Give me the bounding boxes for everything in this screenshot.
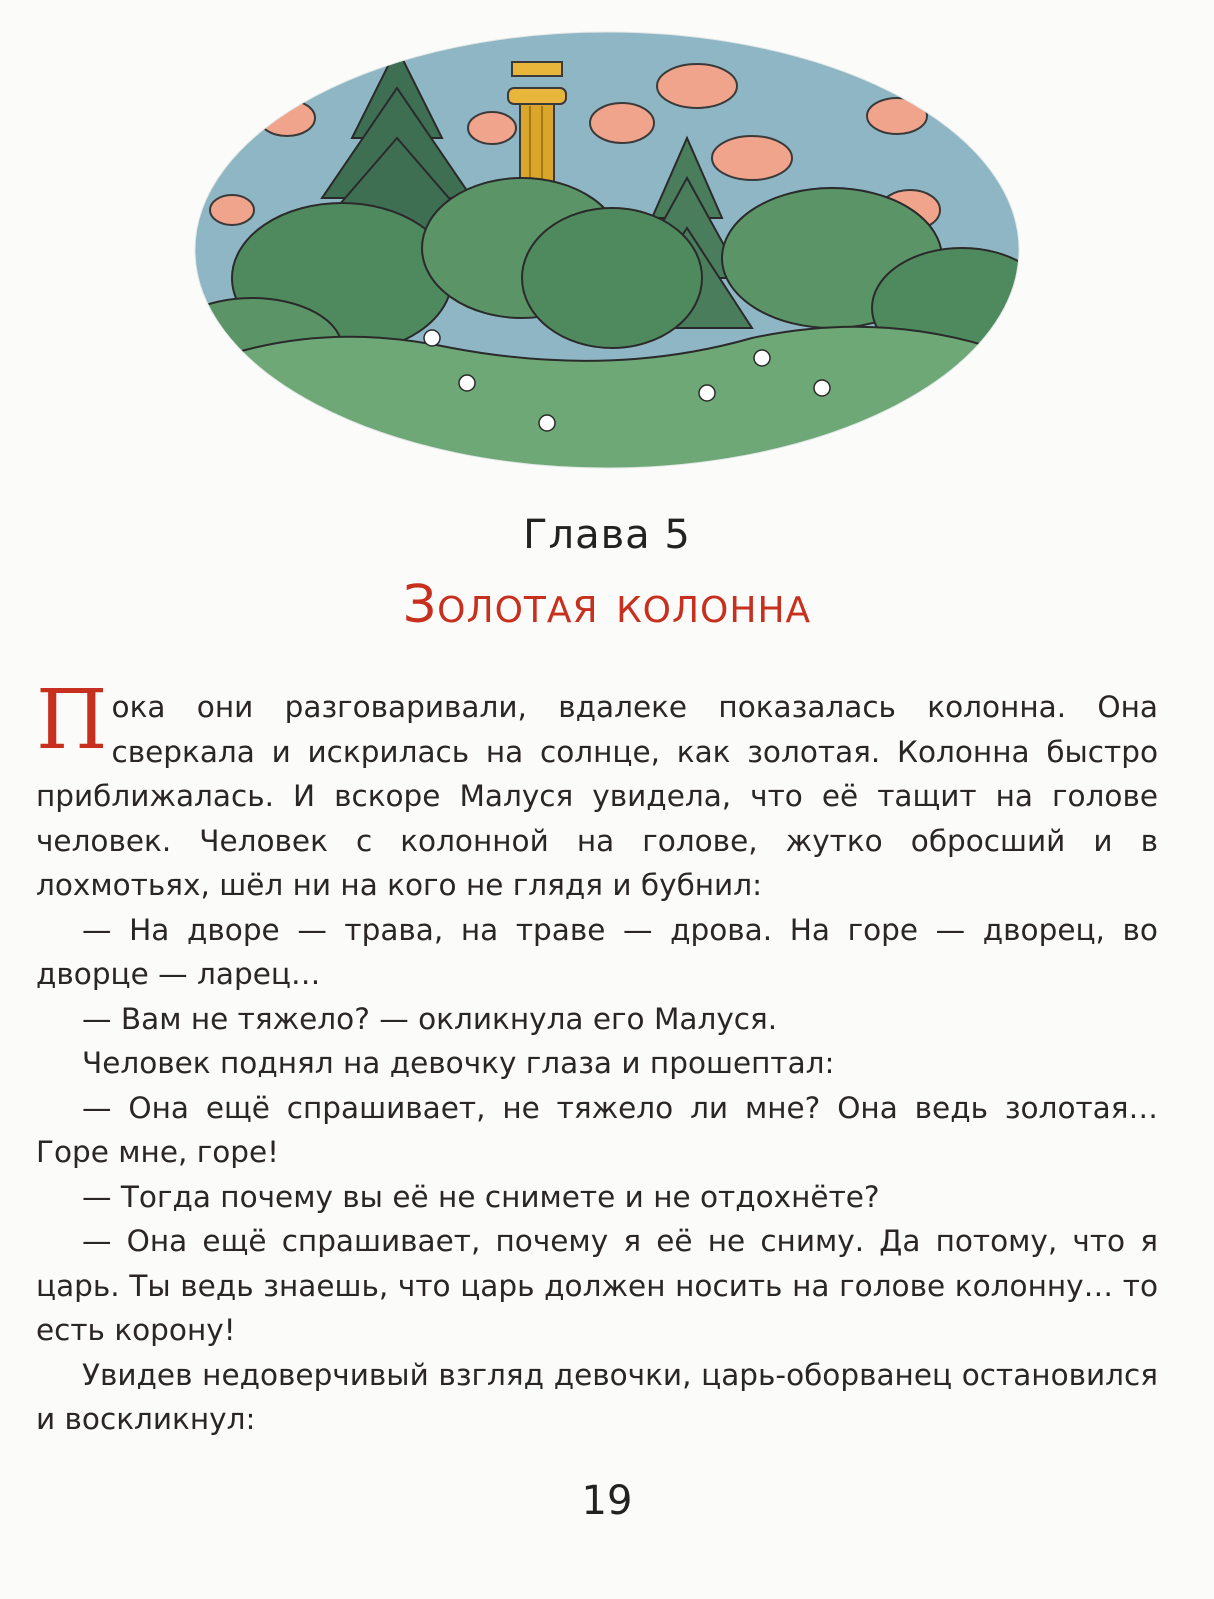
cloud [867,98,927,134]
flower [539,415,555,431]
cloud [657,64,737,108]
paragraph: — Она ещё спрашивает, почему я её не сниму. Да потому, что я царь. Ты ведь знаешь, что царь должен носить на голове колонну… то есть корону! [36,1224,1158,1347]
paragraph-text: ока они разговаривали, вдалеке показалась колонна. Она сверкала и искрилась на солнце, как золотая. Колонна быстро приближалась. И вскоре Малуся увидела, что её тащит на голове человек. Человек с колонной на голове, жутко обросший и в лохмотьях, шёл ни на кого не глядя и бубнил: [36,690,1158,902]
cloud [210,195,254,225]
cloud [468,112,516,144]
chapter-label: Глава 5 [523,512,691,558]
paragraph: Человек поднял на девочку глаза и прошептал: [82,1046,835,1080]
page-number: 19 [581,1478,633,1524]
cloud [712,136,792,180]
cloud [590,103,654,143]
paragraph: — Вам не тяжело? — окликнула его Малуся. [82,1001,778,1036]
paragraph: — На дворе — трава, на траве — дрова. На горе — дворец, во дворце — ларец… [36,912,1158,991]
chapter-illustration [192,28,1022,476]
paragraph-first [36,673,1158,908]
flower [424,330,440,346]
flower [814,380,830,396]
flower [459,375,475,391]
drop-cap: П [36,673,108,768]
forest-column-illustration [192,28,1022,476]
paragraph: Увидев недоверчивый взгляд девочки, царь-оборванец остановился и воскликнул: [36,1357,1158,1436]
paragraph: — Тогда почему вы её не снимете и не отдохнёте? [82,1179,880,1214]
cloud [259,100,315,136]
flower [754,350,770,366]
story-text [36,673,1158,1442]
flower [699,385,715,401]
chapter-title: Золотая колонна [402,575,812,635]
paragraph: — Она ещё спрашивает, не тяжело ли мне? Она ведь золотая… Горе мне, горе! [36,1090,1158,1169]
